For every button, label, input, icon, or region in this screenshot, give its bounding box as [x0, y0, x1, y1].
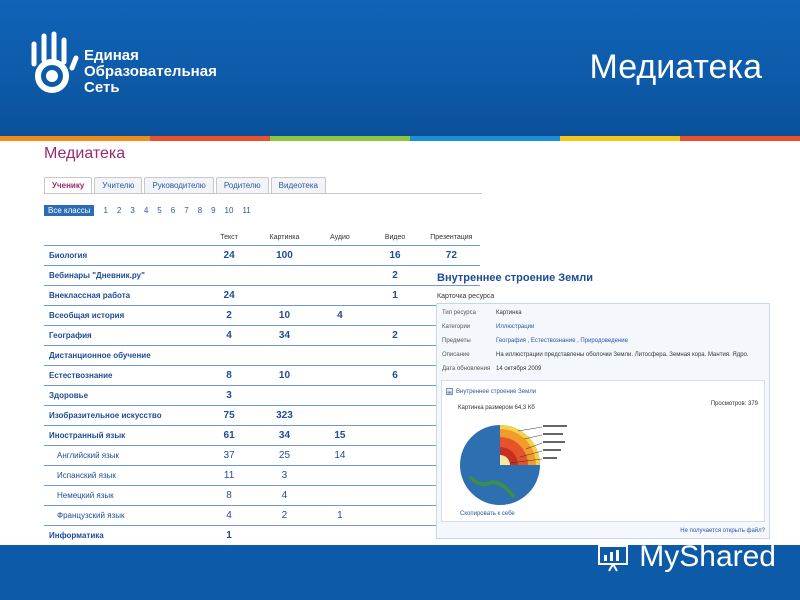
class-filter-item[interactable]: 10 — [224, 206, 234, 215]
subject-link[interactable]: Иностранный язык — [44, 426, 202, 446]
resource-card-label: Карточка ресурса — [437, 293, 495, 300]
tab-videolibrary[interactable]: Видеотека — [271, 177, 326, 193]
count-cell — [257, 266, 313, 286]
stripe-segment — [410, 136, 560, 141]
count-cell — [257, 386, 313, 406]
class-filter-item[interactable]: 2 — [116, 206, 122, 215]
tab-bar — [44, 177, 482, 194]
table-row — [44, 346, 480, 366]
property-key: Дата обновления — [442, 366, 491, 372]
class-filter-item[interactable]: 1 — [103, 206, 108, 215]
property-row — [442, 324, 749, 338]
count-cell[interactable]: 72 — [423, 246, 480, 266]
count-cell — [367, 306, 422, 326]
count-cell[interactable]: 75 — [202, 406, 257, 426]
subject-link[interactable]: Всеобщая история — [44, 306, 202, 326]
logo-line-2: Образовательная — [84, 63, 217, 80]
stripe-segment — [0, 136, 150, 141]
image-caption: Картинка размером 64,3 Кб — [458, 405, 535, 411]
table-row — [44, 246, 480, 266]
table-row — [44, 526, 480, 546]
count-cell — [367, 426, 422, 446]
class-filter-item[interactable]: 6 — [170, 206, 176, 215]
table-body — [44, 246, 480, 586]
subject-link[interactable]: Изобразительное искусство — [44, 406, 202, 426]
class-filter-item[interactable]: 11 — [242, 206, 251, 215]
property-key: Описание — [442, 352, 470, 358]
subject-link[interactable]: Французский язык — [44, 506, 202, 526]
subject-link[interactable]: Информатика — [44, 526, 202, 546]
resource-card — [436, 303, 770, 539]
class-filter-item[interactable]: 8 — [197, 206, 203, 215]
tab-manager[interactable]: Руководителю — [144, 177, 213, 193]
count-cell — [257, 526, 313, 546]
header-banner — [0, 0, 800, 138]
count-cell[interactable]: 1 — [202, 526, 257, 546]
subject-link[interactable]: Испанский язык — [44, 466, 202, 486]
table-row — [44, 386, 480, 406]
count-cell[interactable]: 61 — [202, 426, 257, 446]
count-cell — [367, 506, 422, 526]
logo — [24, 30, 244, 100]
resource-title: Внутреннее строение Земли — [437, 272, 594, 284]
count-cell[interactable]: 323 — [257, 406, 313, 426]
column-header-text: Текст — [202, 229, 257, 246]
property-value: На иллюстрации представлены оболочки Земли. Литосфера. Земная кора. Мантия. Ядро. — [496, 352, 749, 358]
tab-parent[interactable]: Родителю — [216, 177, 269, 193]
presentation-board-icon — [597, 542, 633, 572]
count-cell — [312, 286, 367, 306]
count-cell[interactable]: 8 — [202, 366, 257, 386]
table-row — [44, 306, 480, 326]
logo-text — [84, 48, 217, 96]
stripe-segment — [150, 136, 270, 141]
table-header-row — [44, 229, 480, 246]
count-cell — [312, 386, 367, 406]
count-cell[interactable]: 11 — [202, 466, 257, 486]
count-cell[interactable]: 10 — [257, 306, 313, 326]
logo-line-1: Единая — [84, 47, 139, 64]
class-filter — [44, 205, 251, 216]
class-filter-all[interactable]: Все классы — [44, 205, 94, 216]
count-cell[interactable]: 2 — [367, 266, 422, 286]
myshared-watermark — [597, 540, 776, 574]
column-header-audio: Аудио — [312, 229, 367, 246]
count-cell — [312, 526, 367, 546]
table-row — [44, 486, 480, 506]
property-value: 14 октября 2009 — [496, 366, 542, 372]
page-title: Медиатека — [44, 145, 126, 162]
count-cell[interactable]: 34 — [257, 326, 313, 346]
property-row — [442, 338, 749, 352]
table-row — [44, 426, 480, 446]
count-cell[interactable]: 10 — [257, 366, 313, 386]
count-cell[interactable]: 100 — [257, 246, 313, 266]
media-table — [44, 229, 480, 586]
count-cell[interactable]: 2 — [257, 506, 313, 526]
count-cell — [312, 466, 367, 486]
count-cell — [312, 246, 367, 266]
subject-link[interactable]: Немецкий язык — [44, 486, 202, 506]
count-cell[interactable]: 4 — [202, 326, 257, 346]
watermark-text: MyShared — [639, 540, 776, 573]
subject-link[interactable]: География — [44, 326, 202, 346]
count-cell — [367, 466, 422, 486]
count-cell — [367, 486, 422, 506]
subject-link[interactable]: Английский язык — [44, 446, 202, 466]
subject-link[interactable]: Вебинары "Дневник.ру" — [44, 266, 202, 286]
column-header-video: Видео — [367, 229, 422, 246]
count-cell — [367, 406, 422, 426]
subject-link[interactable]: Внеклассная работа — [44, 286, 202, 306]
property-key: Тип ресурса — [442, 310, 476, 316]
count-cell — [257, 346, 313, 366]
class-filter-item[interactable]: 7 — [184, 206, 189, 215]
count-cell[interactable]: 3 — [202, 386, 257, 406]
stripe-segment — [560, 136, 680, 141]
subject-link[interactable]: Дистанционное обучение — [44, 346, 202, 366]
table-row — [44, 406, 480, 426]
table-row — [44, 446, 480, 466]
stripe-segment — [680, 136, 800, 141]
count-cell[interactable]: 24 — [202, 246, 257, 266]
count-cell — [312, 486, 367, 506]
class-filter-item[interactable]: 3 — [130, 206, 135, 215]
count-cell[interactable]: 3 — [257, 466, 313, 486]
count-cell[interactable]: 25 — [257, 446, 313, 466]
class-filter-item[interactable]: 5 — [157, 206, 162, 215]
property-value[interactable]: Иллюстрации — [496, 324, 535, 330]
count-cell[interactable]: 8 — [202, 486, 257, 506]
count-cell — [312, 406, 367, 426]
count-cell[interactable]: 37 — [202, 446, 257, 466]
table-row — [44, 266, 480, 286]
preview-title-link[interactable]: Внутреннее строение Земли — [456, 388, 537, 395]
views-count: Просмотров: 379 — [710, 401, 758, 407]
property-row — [442, 366, 749, 380]
count-cell[interactable]: 4 — [257, 486, 313, 506]
count-cell[interactable]: 1 — [367, 286, 422, 306]
hand-logo-icon — [24, 30, 80, 96]
property-key: Категории — [442, 324, 471, 330]
table-row — [44, 326, 480, 346]
earth-structure-image[interactable] — [460, 417, 572, 509]
count-cell[interactable]: 2 — [367, 326, 422, 346]
resource-preview — [441, 380, 765, 522]
count-cell — [367, 346, 422, 366]
subject-link[interactable]: Биология — [44, 246, 202, 266]
count-cell — [202, 346, 257, 366]
count-cell — [257, 286, 313, 306]
property-value[interactable]: География , Естествознание , Природоведение — [496, 338, 628, 344]
count-cell[interactable]: 4 — [312, 306, 367, 326]
preview-header — [446, 388, 536, 395]
count-cell — [312, 346, 367, 366]
slide-title: Медиатека — [589, 48, 762, 86]
count-cell — [367, 526, 422, 546]
copy-to-self-link[interactable]: Скопировать к себе — [460, 511, 515, 517]
table-row — [44, 466, 480, 486]
count-cell — [202, 266, 257, 286]
count-cell — [312, 266, 367, 286]
table-row — [44, 506, 480, 526]
class-filter-item[interactable]: 9 — [211, 206, 216, 215]
count-cell[interactable]: 6 — [367, 366, 422, 386]
count-cell — [367, 386, 422, 406]
count-cell[interactable]: 16 — [367, 246, 422, 266]
stripe-segment — [270, 136, 410, 141]
column-header-presentation: Презентация — [423, 229, 480, 246]
image-file-icon — [446, 388, 453, 395]
table-row — [44, 366, 480, 386]
count-cell[interactable]: 4 — [202, 506, 257, 526]
count-cell[interactable]: 1 — [312, 506, 367, 526]
subject-column-header — [44, 229, 202, 246]
count-cell[interactable]: 14 — [312, 446, 367, 466]
class-filter-item[interactable]: 4 — [143, 206, 149, 215]
count-cell[interactable]: 2 — [202, 306, 257, 326]
color-stripe — [0, 136, 800, 141]
count-cell — [312, 366, 367, 386]
count-cell — [312, 326, 367, 346]
count-cell — [367, 446, 422, 466]
property-value: Картинка — [496, 310, 522, 316]
subject-link[interactable]: Естествознание — [44, 366, 202, 386]
count-cell[interactable]: 15 — [312, 426, 367, 446]
table-row — [44, 286, 480, 306]
count-cell[interactable]: 24 — [202, 286, 257, 306]
subject-link[interactable]: Здоровье — [44, 386, 202, 406]
count-cell[interactable]: 34 — [257, 426, 313, 446]
property-key: Предметы — [442, 338, 471, 344]
property-row — [442, 310, 749, 324]
tab-student[interactable]: Ученику — [44, 177, 92, 193]
resource-properties — [442, 310, 749, 380]
column-header-picture: Картинка — [257, 229, 313, 246]
cannot-open-file-link[interactable]: Не получается открыть файл? — [680, 528, 765, 534]
tab-teacher[interactable]: Учителю — [94, 177, 142, 193]
logo-line-3: Сеть — [84, 79, 120, 96]
property-row — [442, 352, 749, 366]
